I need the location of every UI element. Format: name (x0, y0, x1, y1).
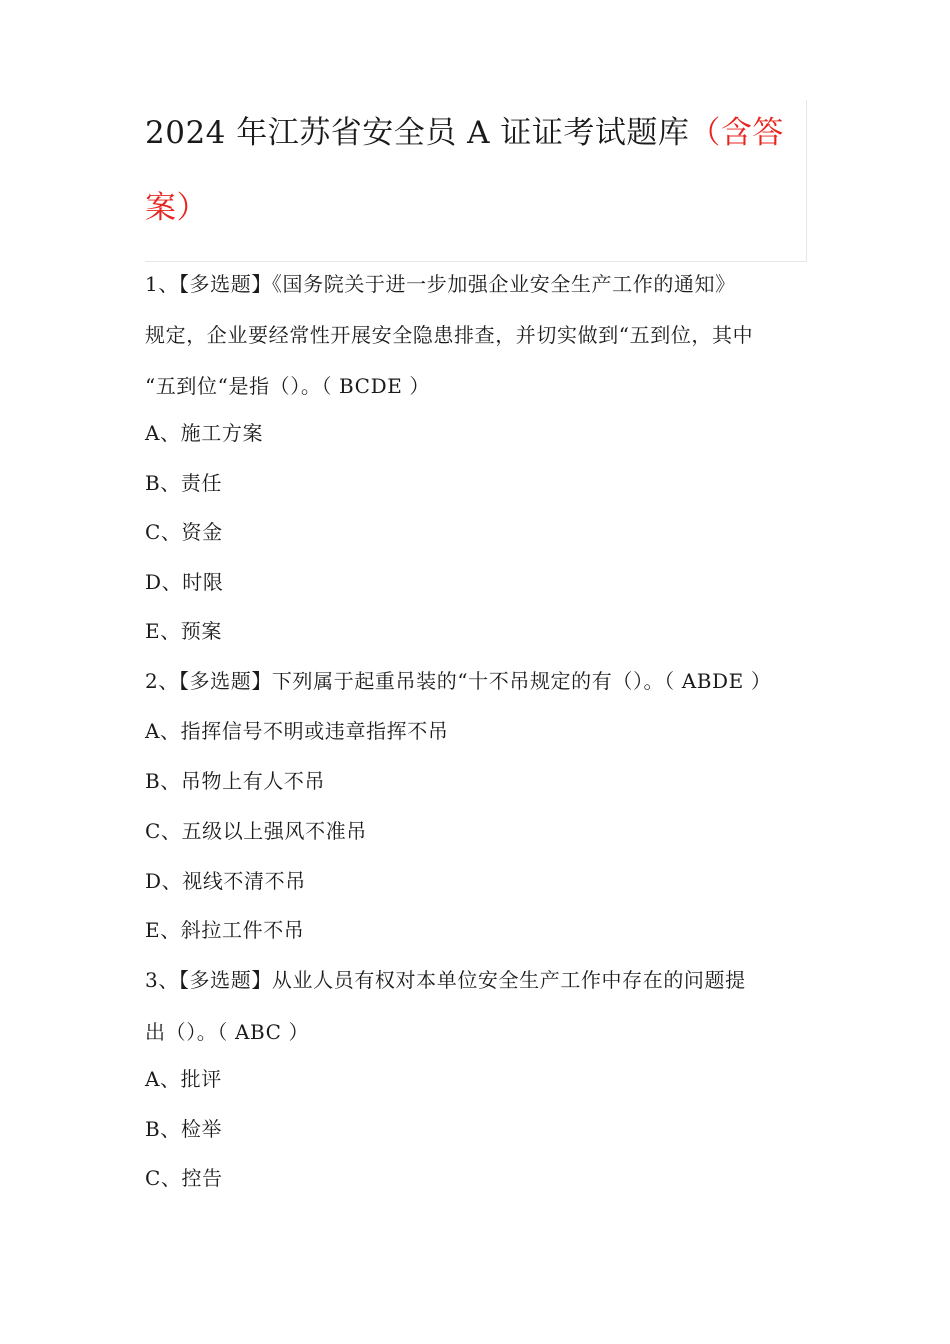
question-1-line-3: “五到位“是指（）。（ BCDE ） (145, 374, 430, 398)
question-1-line-2: 规定，企业要经常性开展安全隐患排查，并切实做到“五到位，其中 (145, 323, 754, 347)
question-1-option-a: A、施工方案 (145, 421, 264, 445)
question-1-option-e: E、预案 (145, 619, 222, 643)
question-2-option-d: D、视线不清不吊 (145, 869, 306, 893)
page-title-main: 2024 年江苏省安全员 A 证证考试题库 (145, 115, 690, 151)
question-1-option-b: B、责任 (145, 471, 223, 495)
page-title-line-1 (145, 113, 784, 153)
question-2-line-1: 2、【多选题】下列属于起重吊装的“十不吊规定的有（）。（ ABDE ） (145, 669, 772, 693)
question-2-option-c: C、五级以上强风不准吊 (145, 819, 367, 843)
page-title-line-2: 案） (145, 190, 208, 226)
question-1-line-1: 1、【多选题】《国务院关于进一步加强企业安全生产工作的通知》 (145, 272, 736, 296)
question-2-option-e: E、斜拉工件不吊 (145, 918, 305, 942)
question-2-option-a: A、指挥信号不明或违章指挥不吊 (145, 719, 449, 743)
question-3-line-2: 出（）。（ ABC ） (145, 1020, 310, 1044)
question-2-option-b: B、吊物上有人不吊 (145, 769, 326, 793)
question-3-line-1: 3、【多选题】从业人员有权对本单位安全生产工作中存在的问题提 (145, 968, 746, 992)
page-title-red-part: （含答 (689, 115, 784, 151)
question-3-option-b: B、检举 (145, 1117, 223, 1141)
question-1-option-d: D、时限 (145, 570, 224, 594)
question-3-option-a: A、批评 (145, 1067, 222, 1091)
question-3-option-c: C、控告 (145, 1166, 223, 1190)
question-1-option-c: C、资金 (145, 520, 223, 544)
title-block (145, 100, 807, 262)
